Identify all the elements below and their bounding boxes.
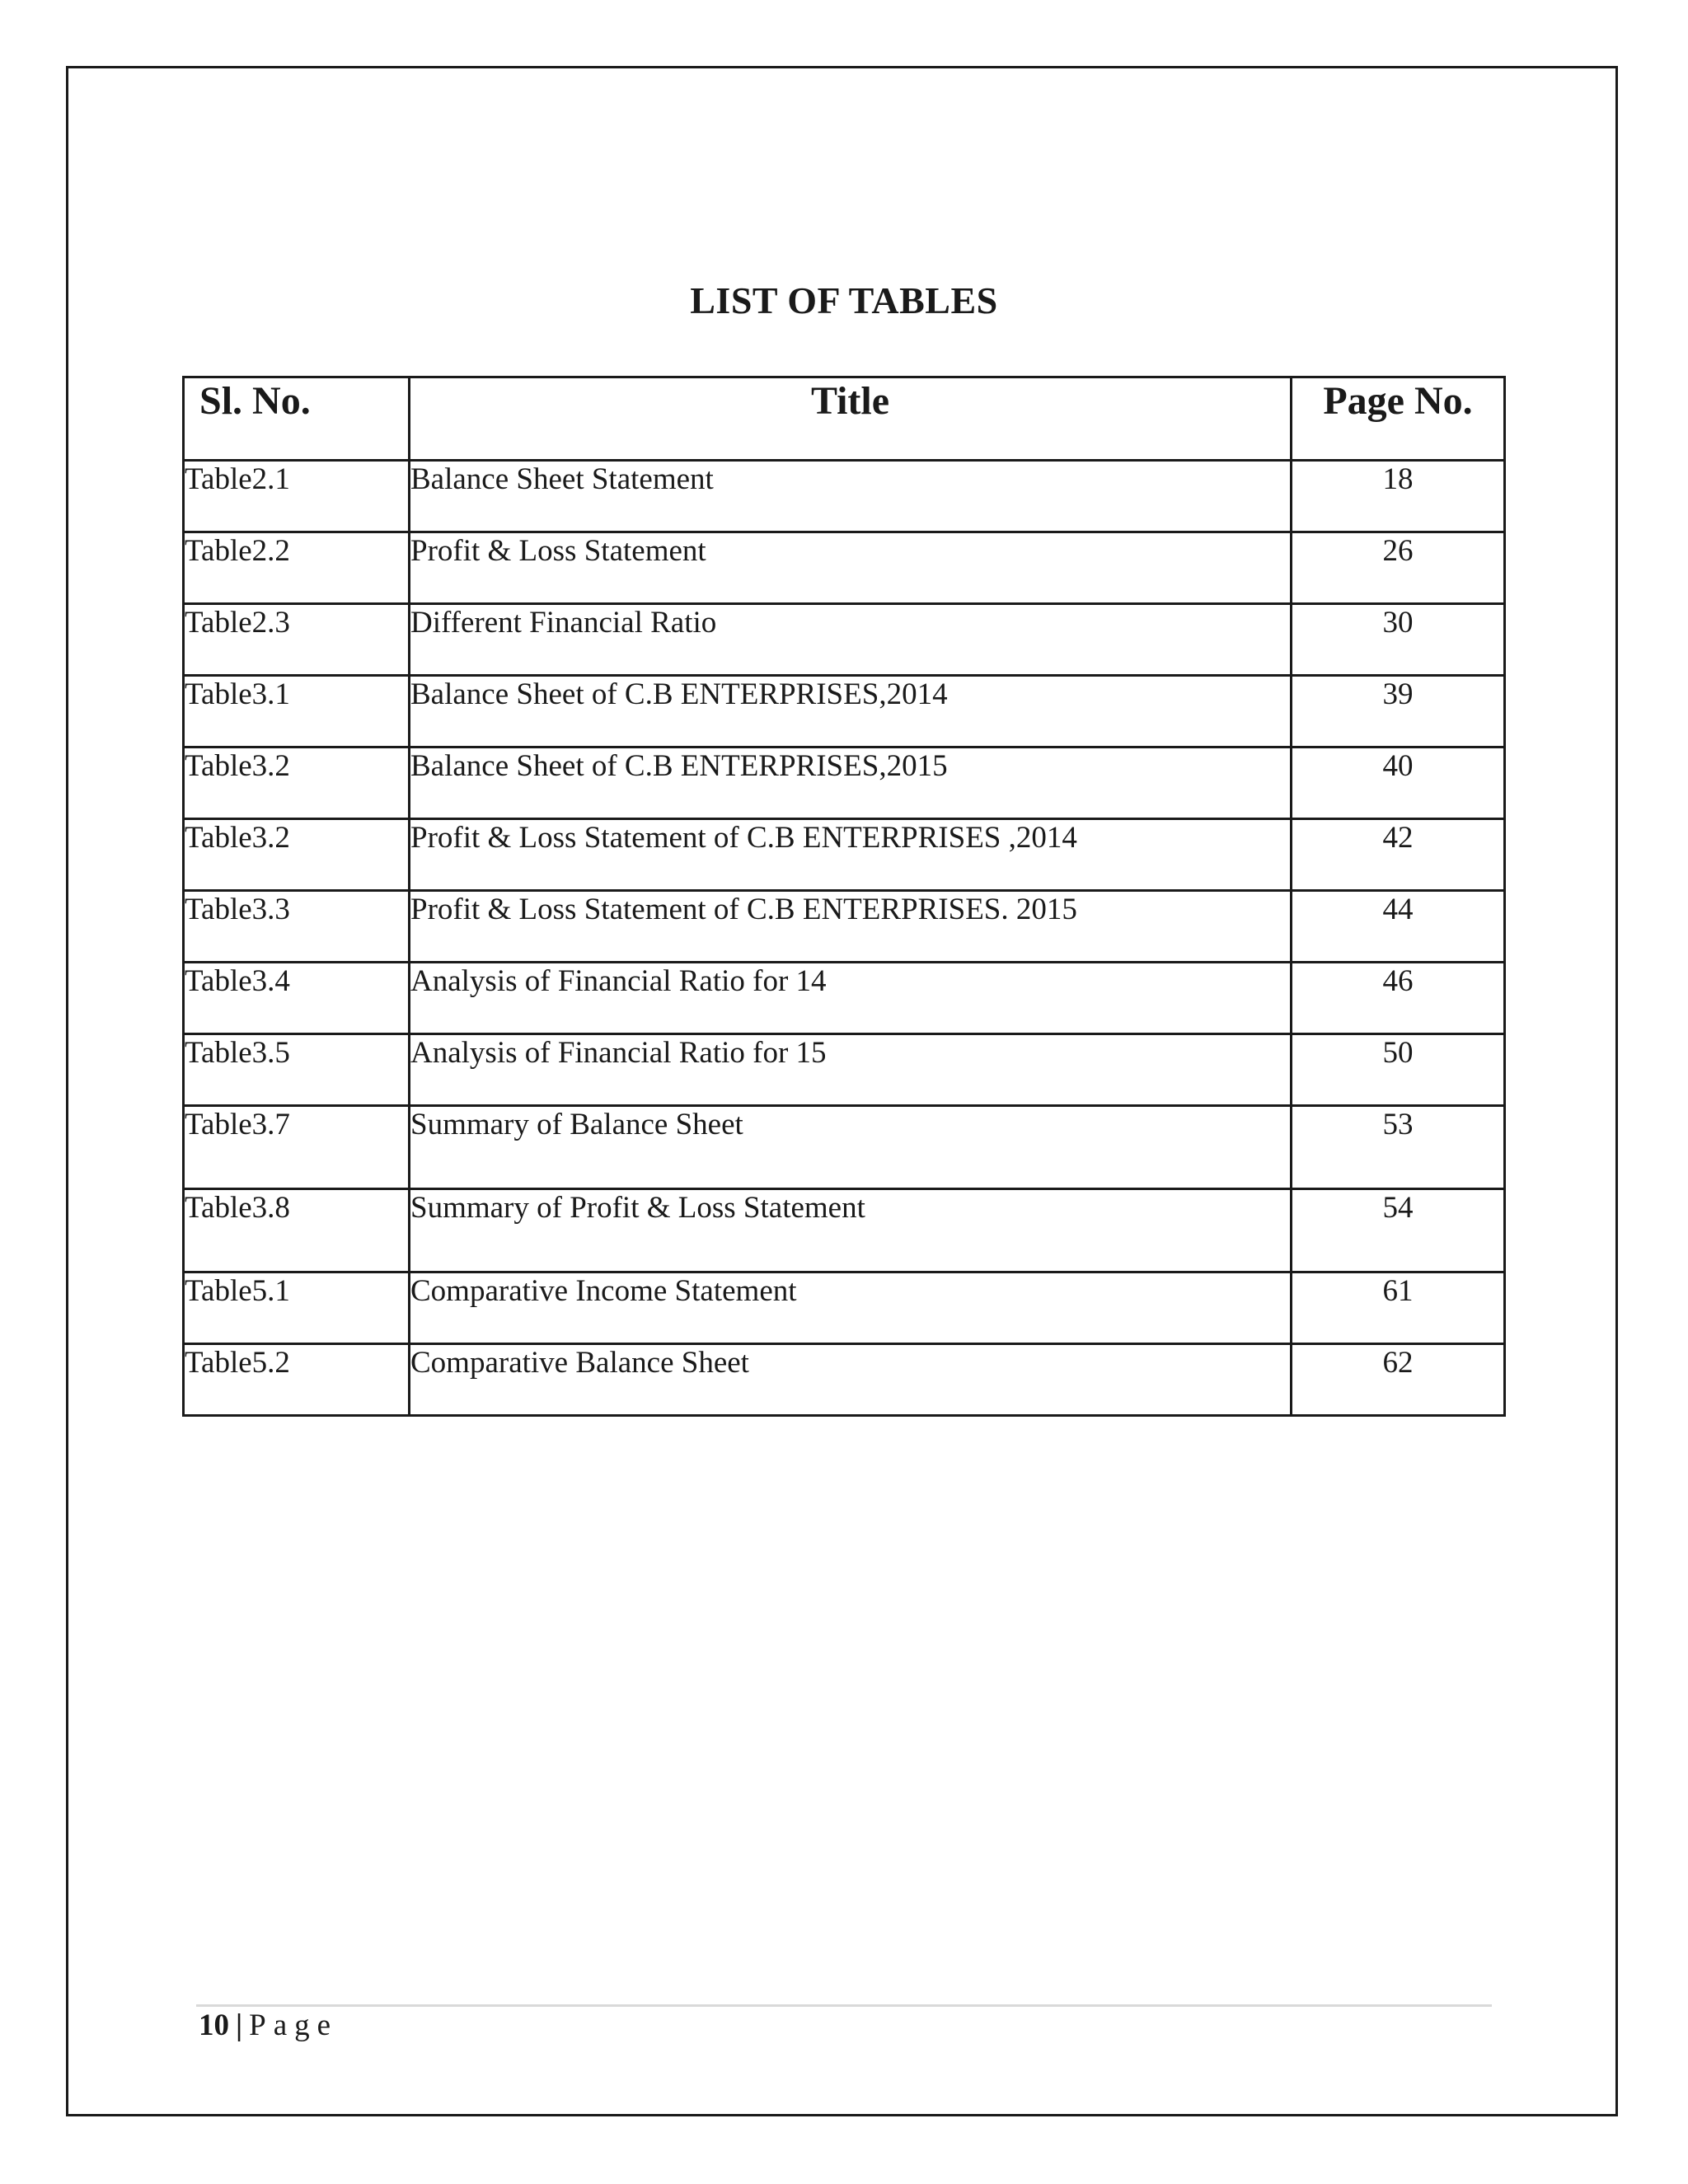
table-row [184, 748, 1505, 819]
cell-title: Balance Sheet Statement [410, 461, 1292, 532]
table-header-row [184, 377, 1505, 461]
cell-page-no: 42 [1292, 819, 1505, 891]
cell-page-no: 61 [1292, 1272, 1505, 1344]
table-row [184, 461, 1505, 532]
table-row [184, 963, 1505, 1034]
cell-sl-no: Table2.1 [184, 461, 410, 532]
cell-page-no: 44 [1292, 891, 1505, 963]
cell-sl-no: Table3.2 [184, 819, 410, 891]
cell-sl-no: Table3.3 [184, 891, 410, 963]
cell-title: Analysis of Financial Ratio for 14 [410, 963, 1292, 1034]
table-row [184, 891, 1505, 963]
cell-title: Comparative Income Statement [410, 1272, 1292, 1344]
cell-title: Analysis of Financial Ratio for 15 [410, 1034, 1292, 1106]
cell-page-no: 62 [1292, 1344, 1505, 1416]
footer-divider [196, 2004, 1492, 2007]
cell-sl-no: Table3.4 [184, 963, 410, 1034]
cell-sl-no: Table3.2 [184, 748, 410, 819]
table-row [184, 1189, 1505, 1272]
table-row [184, 1272, 1505, 1344]
footer-separator: | [236, 2008, 243, 2042]
cell-title: Profit & Loss Statement of C.B ENTERPRISES ,2014 [410, 819, 1292, 891]
cell-sl-no: Table3.1 [184, 676, 410, 748]
cell-page-no: 30 [1292, 604, 1505, 676]
cell-title: Comparative Balance Sheet [410, 1344, 1292, 1416]
cell-sl-no: Table3.7 [184, 1106, 410, 1189]
list-of-tables [182, 376, 1506, 1417]
cell-sl-no: Table5.2 [184, 1344, 410, 1416]
cell-title: Profit & Loss Statement [410, 532, 1292, 604]
cell-page-no: 53 [1292, 1106, 1505, 1189]
table-row [184, 819, 1505, 891]
column-header-title: Title [410, 377, 1292, 461]
cell-page-no: 18 [1292, 461, 1505, 532]
cell-title: Different Financial Ratio [410, 604, 1292, 676]
cell-sl-no: Table2.3 [184, 604, 410, 676]
table-row [184, 1344, 1505, 1416]
cell-sl-no: Table3.8 [184, 1189, 410, 1272]
table-row [184, 1106, 1505, 1189]
cell-page-no: 26 [1292, 532, 1505, 604]
page-title: LIST OF TABLES [690, 279, 998, 321]
table-row [184, 676, 1505, 748]
table-row [184, 1034, 1505, 1106]
cell-page-no: 40 [1292, 748, 1505, 819]
cell-title: Balance Sheet of C.B ENTERPRISES,2014 [410, 676, 1292, 748]
cell-sl-no: Table2.2 [184, 532, 410, 604]
cell-page-no: 54 [1292, 1189, 1505, 1272]
cell-sl-no: Table3.5 [184, 1034, 410, 1106]
cell-page-no: 50 [1292, 1034, 1505, 1106]
page-footer [199, 2008, 338, 2043]
page-number: 10 [199, 2008, 229, 2042]
table-row [184, 532, 1505, 604]
page-word: Page [249, 2008, 339, 2042]
column-header-sl-no: Sl. No. [184, 377, 410, 461]
cell-title: Profit & Loss Statement of C.B ENTERPRISES. 2015 [410, 891, 1292, 963]
cell-sl-no: Table5.1 [184, 1272, 410, 1344]
cell-page-no: 46 [1292, 963, 1505, 1034]
cell-title: Summary of Profit & Loss Statement [410, 1189, 1292, 1272]
column-header-page-no: Page No. [1292, 377, 1505, 461]
cell-title: Summary of Balance Sheet [410, 1106, 1292, 1189]
cell-title: Balance Sheet of C.B ENTERPRISES,2015 [410, 748, 1292, 819]
table-row [184, 604, 1505, 676]
cell-page-no: 39 [1292, 676, 1505, 748]
